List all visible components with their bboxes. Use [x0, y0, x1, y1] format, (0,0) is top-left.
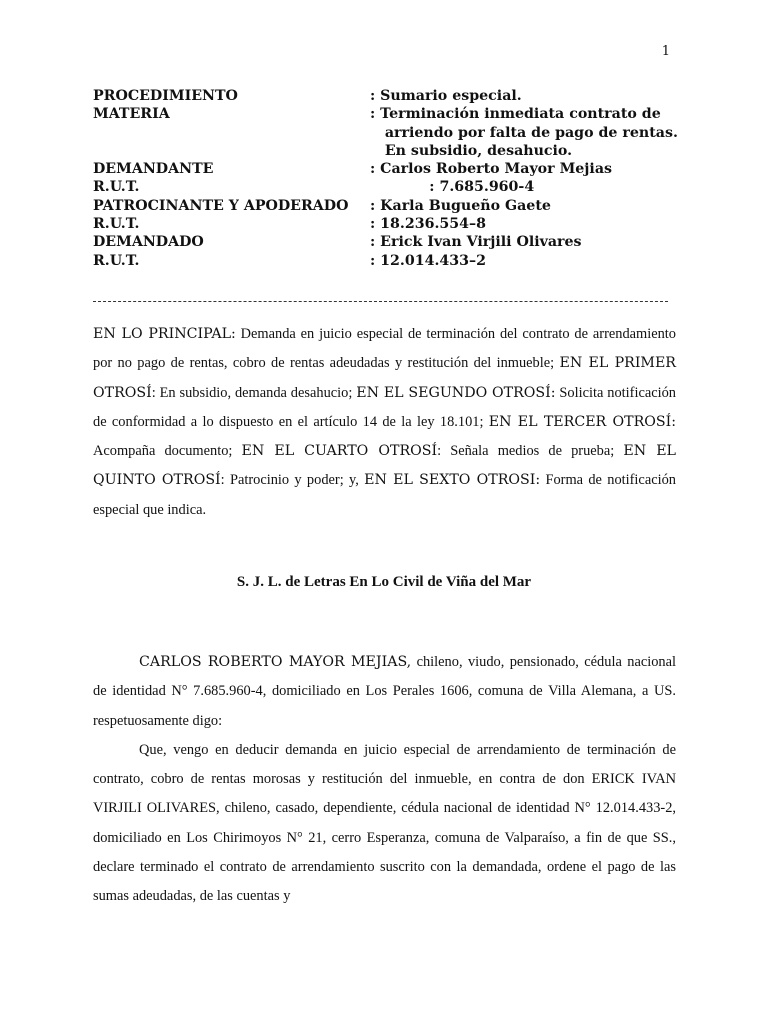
header-row	[93, 142, 678, 160]
header-value: : 7.685.960-4	[370, 179, 535, 196]
summary-heading: EN LO PRINCIPAL:	[93, 326, 236, 342]
summary-text: Forma de notificación especial que indica.	[93, 472, 676, 518]
header-value: : Karla Bugueño Gaete	[370, 197, 551, 214]
summary-text: : Señala medios de prueba;	[437, 443, 624, 460]
header-label	[93, 124, 370, 142]
summary-text: Acompaña documento;	[93, 443, 242, 460]
header-label: MATERIA	[93, 106, 170, 123]
summary-text: : Patrocinio y poder; y,	[220, 472, 365, 489]
header-value: En subsidio, desahucio.	[370, 142, 573, 159]
header-label: DEMANDANTE	[93, 161, 214, 178]
header-row	[93, 105, 678, 123]
header-label: DEMANDADO	[93, 234, 204, 251]
header-value: : Erick Ivan Virjili Olivares	[370, 234, 582, 251]
header-row	[93, 160, 678, 178]
body-paragraph	[93, 648, 676, 736]
header-row	[93, 124, 678, 142]
summary-heading: EN EL SEGUNDO OTROSÍ:	[356, 384, 556, 401]
plaintiff-name: CARLOS ROBERTO MAYOR MEJIAS,	[139, 654, 412, 670]
dashed-divider	[93, 301, 668, 302]
header-row	[93, 233, 678, 251]
header-value: arriendo por falta de pago de rentas.	[370, 124, 678, 141]
header-value: : Carlos Roberto Mayor Mejias	[370, 161, 612, 178]
paragraph-text: chileno, viudo, pensionado, cédula nacional de identidad N° 7.685.960-4, domiciliado en Los Perales 1606, comuna de Villa Alemana, a US. respetuosamente digo:	[93, 654, 676, 729]
summary-heading: EN EL CUARTO OTROSÍ	[241, 443, 438, 460]
header-label: R.U.T.	[93, 252, 140, 269]
header-value: : Terminación inmediata contrato de	[370, 106, 661, 123]
summary-heading: EN EL TERCER OTROSÍ:	[488, 413, 676, 430]
summary-heading: EN EL SEXTO OTROSI:	[364, 472, 541, 489]
header-row	[93, 252, 678, 270]
header-row	[93, 87, 678, 105]
header-value: : 18.236.554–8	[370, 216, 486, 233]
summary-text: Solicita notificación de conformidad a lo dispuesto en el artículo 14 de la ley 18.101;	[93, 384, 676, 430]
paragraph-text: Que, vengo en deducir demanda en juicio especial de arrendamiento de terminación de contrato, cobro de rentas morosas y restitución del inmueble, en contra de don ERICK IVAN VIRJILI OLIVARES, chileno, casado, dependiente, cédula nacional de identidad N° 12.014.433-2, domiciliado en Los Chirimoyos N° 21, cerro Esperanza, comuna de Valparaíso, a fin de que SS., declare terminado el contrato de arrendamiento suscrito con la demandada, ordene el pago de las sumas adeudadas, de las cuentas y	[93, 741, 676, 905]
page-number: 1	[661, 44, 670, 59]
court-addressee: S. J. L. de Letras En Lo Civil de Viña del Mar	[236, 574, 532, 590]
header-label	[93, 142, 370, 160]
header-row	[93, 215, 678, 233]
case-header	[93, 87, 678, 270]
header-value: : 12.014.433–2	[370, 252, 486, 269]
petition-summary	[93, 320, 676, 525]
header-label: PATROCINANTE Y APODERADO	[93, 197, 349, 214]
summary-heading: EN EL PRIMER OTROSÍ	[93, 355, 676, 401]
document-body	[93, 648, 676, 912]
header-label: R.U.T.	[93, 179, 140, 196]
header-row	[93, 178, 678, 196]
header-label: PROCEDIMIENTO	[93, 88, 238, 104]
summary-text: Demanda en juicio especial de terminación del contrato de arrendamiento por no pago de rentas, cobro de rentas adeudadas y restitución del inmueble;	[93, 326, 676, 372]
header-label: R.U.T.	[93, 216, 140, 233]
summary-heading: EN EL QUINTO OTROSÍ	[93, 443, 676, 489]
summary-text: : En subsidio, demanda desahucio;	[151, 384, 357, 401]
header-value: : Sumario especial.	[370, 88, 522, 104]
header-row	[93, 197, 678, 215]
body-paragraph	[93, 736, 676, 912]
